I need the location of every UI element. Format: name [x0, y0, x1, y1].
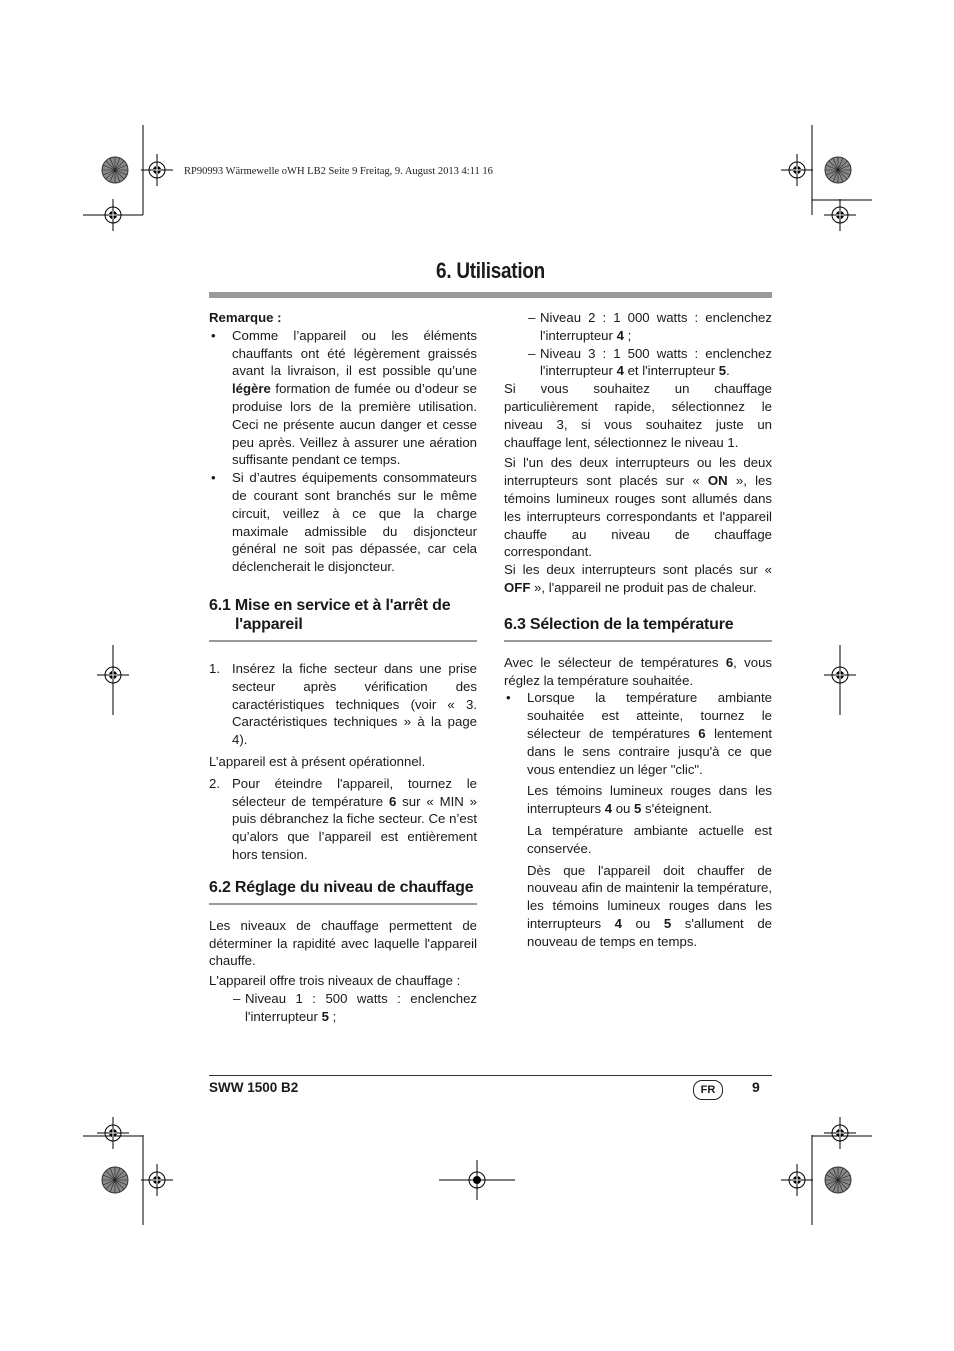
indented-paragraph: La température ambiante actuelle est conservée. — [527, 822, 772, 856]
text: Dès que l'appareil doit chauffer de nouveau afin de maintenir la température, les témoins lumineux rouges dans les interrupteurs — [527, 862, 772, 931]
paragraph — [504, 561, 772, 597]
remark-label: Remarque : — [209, 310, 282, 325]
registration-cross-icon — [824, 659, 856, 691]
paragraph: Si vous souhaitez un chauffage particulièrement rapide, sélectionnez le niveau 3, si vous souhaitez juste un chauffage lent, sélectionnez le niveau 1. — [504, 381, 772, 450]
footer-model: SWW 1500 B2 — [209, 1080, 299, 1095]
level-3-item — [504, 345, 772, 381]
text: lentement dans le sens contraire jusqu'à ce que vous entendiez un léger "clic". — [527, 725, 772, 777]
level-1-item — [209, 990, 477, 1026]
registration-cross-icon — [97, 1117, 129, 1149]
paragraph — [504, 654, 772, 690]
step-2 — [209, 775, 477, 864]
text: Insérez la fiche secteur dans une prise secteur après vérification des caractéristiques techniques (voir « 3. Caractéristiques techniques » à la page 4). — [232, 660, 477, 748]
text-bold: 4 — [616, 363, 624, 379]
footer-rule — [209, 1075, 772, 1076]
heading-line: 6.1 Mise en service et à l'arrêt de — [209, 596, 451, 614]
text: », les témoins lumineux rouges sont allumés dans les interrupteurs correspondants et l'appareil chauffe au niveau de chauffage correspondant. — [504, 473, 772, 560]
bullet-mark: • — [506, 690, 511, 706]
text-bold: 5 — [663, 915, 672, 931]
registration-cross-icon — [781, 154, 813, 186]
text-bold: 5 — [634, 801, 642, 817]
step-number: 2. — [209, 775, 220, 791]
indented-paragraph — [504, 782, 772, 818]
text: s'allument de nouveau de temps en temps. — [527, 915, 772, 949]
text-bold: 5 — [321, 1008, 329, 1024]
text: s'éteignent. — [641, 801, 713, 817]
step-number: 1. — [209, 660, 220, 676]
text: », l'appareil ne produit pas de chaleur. — [530, 579, 757, 595]
registration-cross-icon — [97, 659, 129, 691]
language-badge: FR — [693, 1080, 723, 1100]
text-bold: 4 — [616, 327, 624, 343]
text-bold: 4 — [614, 915, 622, 931]
section-heading-6-2: 6.2 Réglage du niveau de chauffage — [209, 878, 474, 896]
paragraph: L'appareil offre trois niveaux de chauffage : — [209, 973, 461, 989]
registration-cross-icon — [824, 199, 856, 231]
text: Les témoins lumineux rouges dans les interrupteurs — [527, 783, 772, 817]
print-slug: RP90993 Wärmewelle oWH LB2 Seite 9 Freitag, 9. August 2013 4:11 16 — [184, 166, 493, 177]
text-bold: légère — [232, 381, 271, 397]
remark-bullet-2 — [209, 469, 477, 576]
level-2-item — [504, 309, 772, 345]
text: ; — [623, 327, 632, 343]
registration-cross-icon — [141, 154, 173, 186]
text-bold: 6 — [388, 793, 397, 809]
text: Si les deux interrupteurs sont placés sur « — [504, 562, 772, 578]
registration-rosette-icon — [102, 157, 128, 183]
right-column — [504, 309, 772, 951]
text-bold: ON — [707, 473, 728, 489]
text: Niveau 3 : 1 500 watts : enclenchez l'interrupteur — [540, 345, 772, 379]
text: Lorsque la température ambiante souhaitée est atteinte, tournez le sélecteur de températures — [527, 690, 772, 741]
text: ou — [612, 801, 635, 817]
bullet-mark: • — [211, 470, 216, 486]
text: ; — [328, 1008, 337, 1024]
text: formation de fumée ou d’odeur se produise lors de la première utilisation. Ceci ne présente aucun danger et cesse peu après. Veillez à assurer une aération suffisante pendant ce temps. — [232, 381, 477, 468]
text: ou — [621, 915, 664, 931]
registration-rosette-icon — [102, 1167, 128, 1193]
remark-bullet-1 — [209, 327, 477, 469]
ready-text: L’appareil est à présent opérationnel. — [209, 753, 426, 769]
text-bold: 6 — [698, 725, 706, 741]
text-bold: OFF — [504, 579, 531, 595]
section-heading-6-3: 6.3 Sélection de la température — [504, 615, 734, 633]
step-1 — [209, 660, 477, 749]
text: . — [726, 363, 730, 379]
indented-paragraph — [504, 862, 772, 951]
registration-cross-icon — [781, 1164, 813, 1196]
text: Pour éteindre l'appareil, tournez le sélecteur de température — [232, 775, 477, 809]
registration-rosette-icon — [825, 157, 851, 183]
dash-mark: – — [233, 990, 241, 1006]
page-title: 6. Utilisation — [436, 258, 545, 283]
title-rule — [209, 292, 772, 298]
page-number: 9 — [752, 1079, 760, 1095]
text-bold: 5 — [718, 363, 727, 379]
paragraph: Les niveaux de chauffage permettent de déterminer la rapidité avec laquelle l'appareil chauffe. — [209, 917, 477, 969]
section-heading-6-1 — [209, 596, 477, 634]
text: sur « MIN » puis débranchez la fiche secteur. Ce n’est qu’alors que l’appareil est entièrement hors tension. — [232, 793, 477, 862]
left-column — [209, 309, 477, 1026]
text: Niveau 1 : 500 watts : enclenchez l'interrupteur — [245, 990, 477, 1024]
text: Comme l’appareil ou les éléments chauffants ont été légèrement graissés avant la livraison, il est possible qu’une — [232, 327, 477, 379]
text-bold: 6 — [725, 654, 734, 670]
text: et l'interrupteur — [623, 363, 719, 379]
registration-cross-icon — [141, 1164, 173, 1196]
registration-cross-icon — [97, 199, 129, 231]
dash-mark: – — [528, 345, 536, 361]
text: , vous réglez la température souhaitée. — [504, 654, 772, 688]
dash-mark: – — [528, 310, 536, 325]
paragraph — [504, 454, 772, 561]
heading-line: l'appareil — [235, 615, 303, 633]
text: Niveau 2 : 1 000 watts : enclenchez l'interrupteur — [540, 310, 772, 343]
text: Si l'un des deux interrupteurs ou les deux interrupteurs sont placés sur « — [504, 455, 772, 489]
temperature-bullet — [504, 689, 772, 778]
registration-cross-icon — [824, 1117, 856, 1149]
registration-rosette-icon — [825, 1167, 851, 1193]
text: Avec le sélecteur de températures — [504, 654, 726, 670]
bullet-mark: • — [211, 327, 216, 343]
text-bold: 4 — [604, 801, 613, 817]
text: Si d’autres équipements consommateurs de courant sont branchés sur le même circuit, veillez à ce que la charge maximale admissible du disjoncteur général ne soit pas dépassée, car cela déclencherait le disjoncteur. — [232, 470, 477, 575]
